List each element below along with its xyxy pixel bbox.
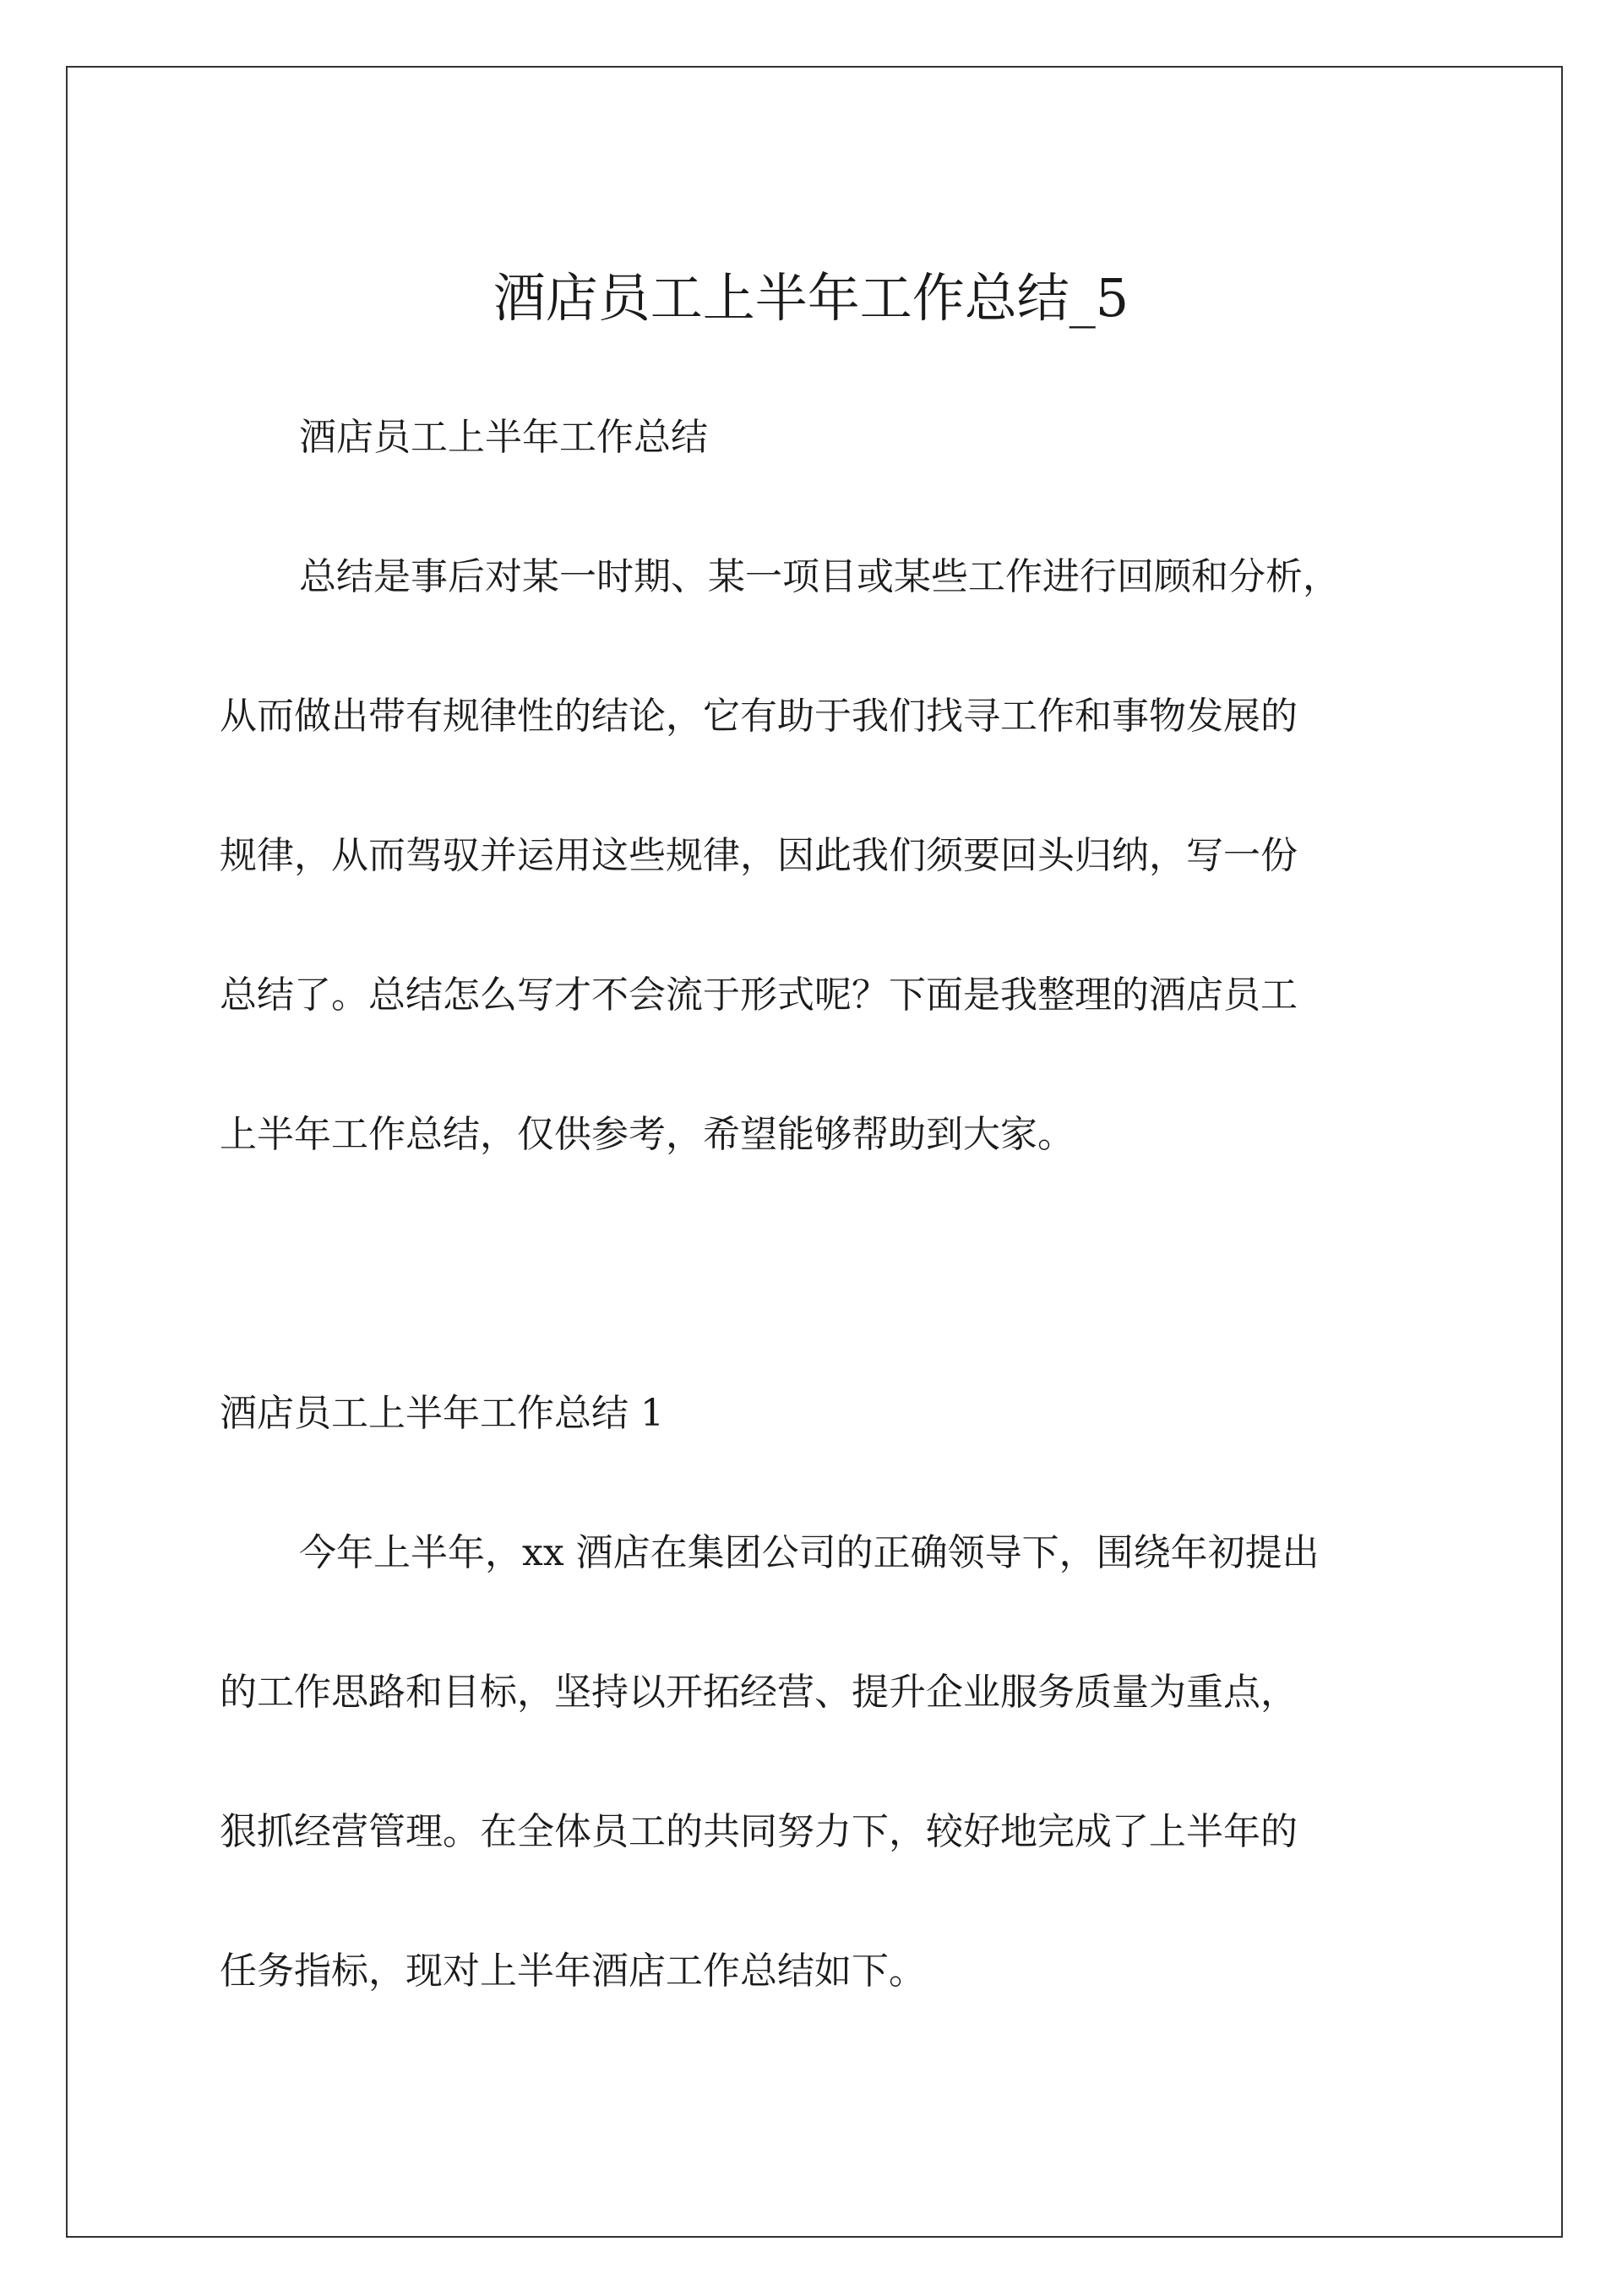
section-line-1: 今年上半年，xx 酒店在集团公司的正确领导下，围绕年初提出 [299, 1531, 1320, 1574]
document-title: 酒店员工上半年工作总结_5 [493, 267, 1129, 329]
intro-line-3: 规律，从而驾驭并运用这些规律，因此我们须要回头归纳，写一份 [220, 834, 1298, 877]
section-line-3: 狠抓经营管理。在全体员工的共同努力下，较好地完成了上半年的 [220, 1810, 1298, 1853]
section-heading: 酒店员工上半年工作总结 1 [220, 1392, 664, 1435]
intro-line-2: 从而做出带有规律性的结论，它有助于我们找寻工作和事物发展的 [220, 695, 1298, 738]
intro-line-5: 上半年工作总结，仅供参考，希望能够帮助到大家。 [220, 1113, 1075, 1156]
section-line-2: 的工作思路和目标，坚持以开拓经营、提升企业服务质量为重点， [220, 1671, 1298, 1714]
intro-line-1: 总结是事后对某一时期、某一项目或某些工作进行回顾和分析， [299, 555, 1340, 598]
document-subtitle: 酒店员工上半年工作总结 [299, 416, 708, 459]
section-line-4: 任务指标，现对上半年酒店工作总结如下。 [220, 1950, 926, 1993]
intro-line-4: 总结了。总结怎么写才不会流于形式呢？下面是我整理的酒店员工 [220, 973, 1298, 1017]
